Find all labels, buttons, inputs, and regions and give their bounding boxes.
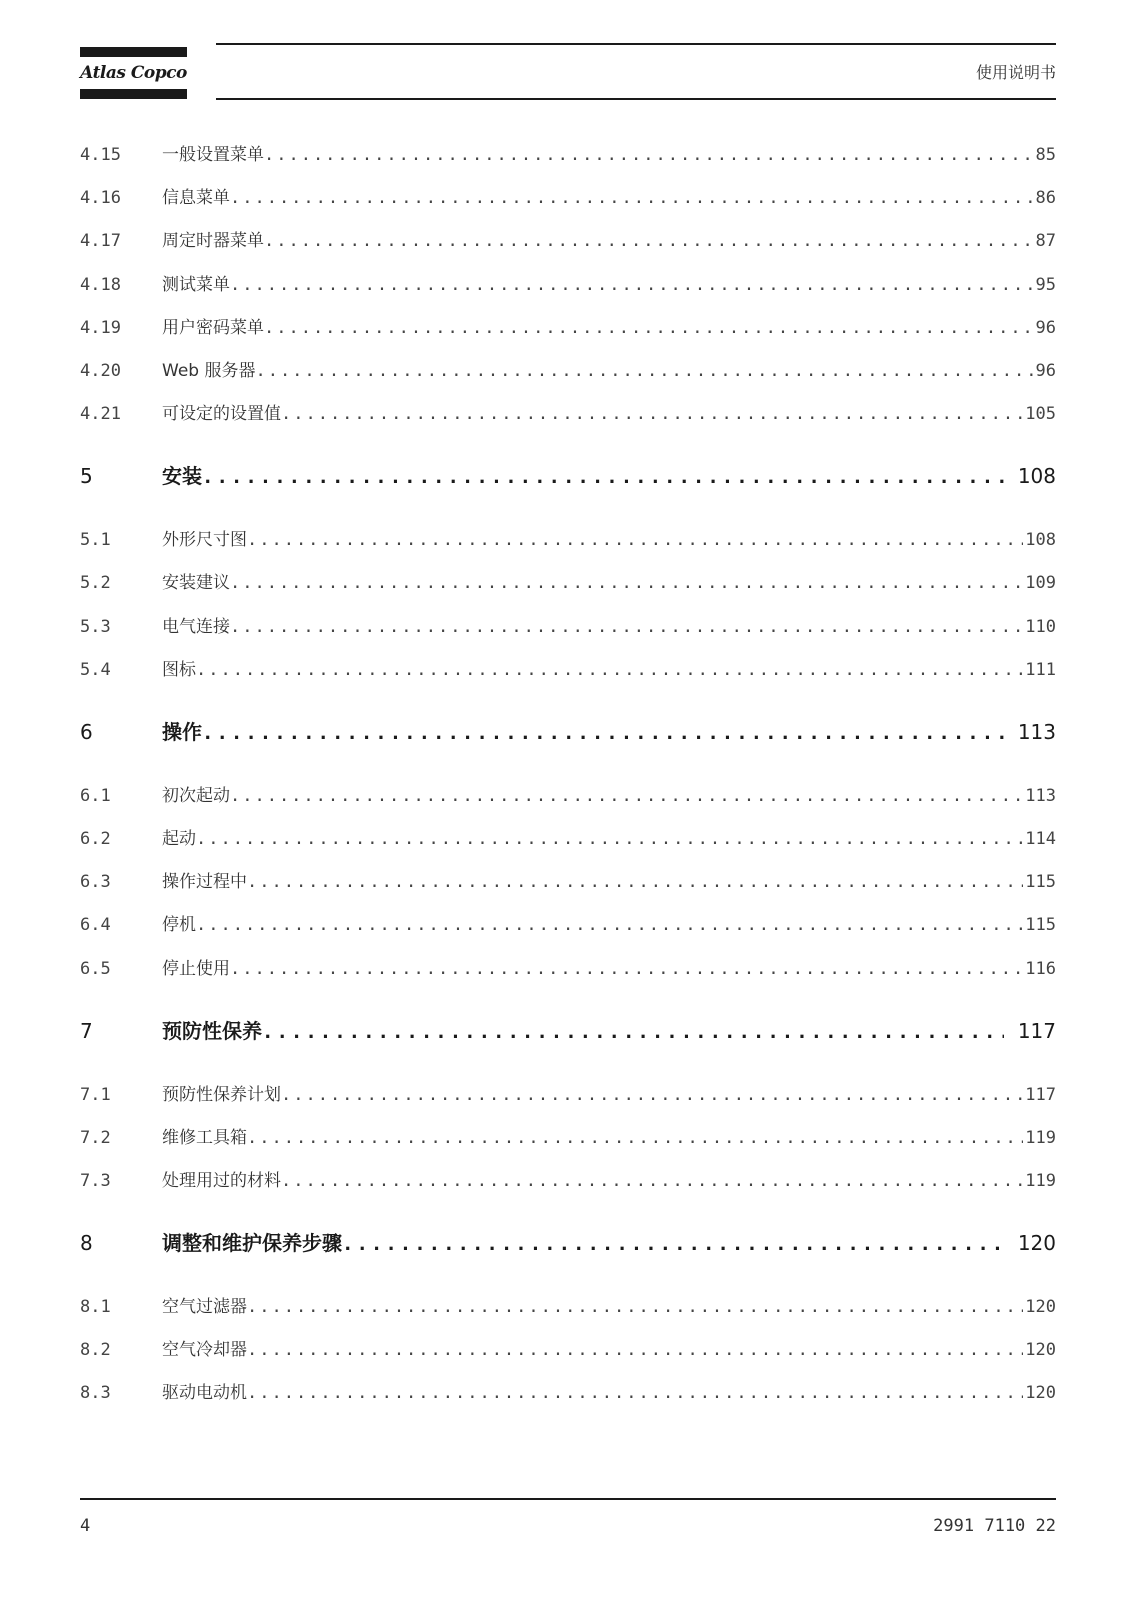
toc-entry-page: 85 bbox=[1035, 145, 1056, 165]
toc-entry-number: 4.16 bbox=[80, 188, 121, 209]
toc-entry-title: 停止使用 bbox=[162, 958, 230, 979]
toc-entry[interactable] bbox=[80, 226, 1056, 256]
toc-entry[interactable] bbox=[80, 356, 1056, 386]
toc-entry-page: 96 bbox=[1035, 361, 1056, 381]
toc-dot-leader bbox=[342, 1233, 1004, 1255]
header-rule-bottom bbox=[216, 98, 1056, 100]
toc-entry[interactable] bbox=[80, 1080, 1056, 1110]
toc-entry[interactable] bbox=[80, 1166, 1056, 1196]
toc-entry-number: 5.1 bbox=[80, 530, 111, 551]
toc-dot-leader bbox=[202, 722, 1004, 744]
toc-entry-page: 110 bbox=[1025, 616, 1056, 637]
toc-entry-page: 113 bbox=[1025, 785, 1056, 806]
toc-entry[interactable] bbox=[80, 1227, 1056, 1257]
toc-entry-page: 95 bbox=[1035, 274, 1056, 295]
logo-bar-bottom bbox=[80, 89, 187, 99]
toc-entry[interactable] bbox=[80, 1015, 1056, 1045]
toc-dot-leader bbox=[230, 275, 1034, 295]
header-rule-top bbox=[216, 43, 1056, 45]
toc-entry-number: 4.17 bbox=[80, 231, 121, 252]
toc-entry-page: 96 bbox=[1035, 317, 1056, 338]
toc-entry-number: 5 bbox=[80, 464, 93, 489]
toc-entry-page: 117 bbox=[1025, 1084, 1056, 1105]
toc-entry-title: 操作 bbox=[162, 719, 202, 744]
toc-entry[interactable] bbox=[80, 655, 1056, 685]
toc-entry-title: 电气连接 bbox=[162, 616, 230, 637]
toc-entry-number: 8.2 bbox=[80, 1340, 111, 1361]
toc-entry-title: 空气过滤器 bbox=[162, 1297, 247, 1317]
toc-dot-leader bbox=[264, 231, 1034, 251]
toc-entry-title: Web 服务器 bbox=[162, 361, 256, 381]
toc-entry[interactable] bbox=[80, 1335, 1056, 1365]
toc-entry[interactable] bbox=[80, 140, 1056, 170]
toc-entry-title: 安装建议 bbox=[162, 573, 230, 594]
toc-entry-title: 调整和维护保养步骤 bbox=[162, 1231, 342, 1255]
toc-entry[interactable] bbox=[80, 1292, 1056, 1322]
toc-entry-number: 6.1 bbox=[80, 785, 111, 806]
toc-entry[interactable] bbox=[80, 612, 1056, 642]
toc-entry[interactable] bbox=[80, 716, 1056, 746]
toc-entry-number: 7.3 bbox=[80, 1171, 111, 1191]
toc-entry-title: 操作过程中 bbox=[162, 872, 247, 893]
toc-entry[interactable] bbox=[80, 781, 1056, 811]
toc-dot-leader bbox=[247, 1383, 1023, 1403]
toc-entry-title: 预防性保养计划 bbox=[162, 1084, 281, 1105]
toc-entry[interactable] bbox=[80, 1123, 1056, 1153]
toc-entry[interactable] bbox=[80, 568, 1056, 598]
toc-entry-title: 周定时器菜单 bbox=[162, 231, 264, 252]
toc-dot-leader bbox=[247, 1128, 1023, 1148]
toc-dot-leader bbox=[255, 361, 1033, 381]
toc-entry-title: 安装 bbox=[162, 464, 202, 489]
toc-entry-page: 116 bbox=[1025, 958, 1056, 979]
toc-entry-title: 空气冷却器 bbox=[162, 1340, 247, 1361]
toc-entry-number: 7.2 bbox=[80, 1127, 111, 1148]
toc-entry-title: 停机 bbox=[162, 915, 196, 936]
toc-entry[interactable] bbox=[80, 910, 1056, 940]
toc-entry[interactable] bbox=[80, 270, 1056, 300]
toc-entry-page: 120 bbox=[1017, 1231, 1056, 1255]
toc-entry[interactable] bbox=[80, 399, 1056, 429]
toc-entry-number: 4.21 bbox=[80, 404, 121, 425]
toc-entry-page: 108 bbox=[1025, 530, 1056, 551]
toc-dot-leader bbox=[247, 530, 1023, 550]
toc-entry-page: 86 bbox=[1035, 188, 1056, 209]
toc-dot-leader bbox=[196, 660, 1023, 680]
toc-entry-number: 5.4 bbox=[80, 659, 111, 680]
toc-entry-title: 初次起动 bbox=[162, 785, 230, 806]
toc-entry-title: 用户密码菜单 bbox=[162, 317, 264, 338]
toc-dot-leader bbox=[247, 1340, 1023, 1360]
toc-dot-leader bbox=[230, 617, 1023, 637]
toc-entry[interactable] bbox=[80, 183, 1056, 213]
toc-entry[interactable] bbox=[80, 313, 1056, 343]
toc-entry-page: 119 bbox=[1025, 1171, 1056, 1191]
toc-entry-number: 4.19 bbox=[80, 317, 121, 338]
toc-entry[interactable] bbox=[80, 867, 1056, 897]
toc-entry-page: 105 bbox=[1025, 404, 1056, 425]
toc-dot-leader bbox=[262, 1021, 1004, 1043]
toc-entry[interactable] bbox=[80, 824, 1056, 854]
toc-entry-page: 115 bbox=[1025, 872, 1056, 893]
toc-dot-leader bbox=[196, 915, 1023, 935]
toc-entry-page: 114 bbox=[1025, 829, 1056, 849]
toc-dot-leader bbox=[230, 786, 1023, 806]
toc-entry-page: 111 bbox=[1025, 659, 1056, 680]
toc-entry-title: 外形尺寸图 bbox=[162, 530, 247, 551]
toc-dot-leader bbox=[281, 404, 1023, 424]
toc-entry-number: 7.1 bbox=[80, 1084, 111, 1105]
toc-entry-number: 6.4 bbox=[80, 915, 111, 936]
toc-entry-title: 一般设置菜单 bbox=[162, 145, 264, 165]
toc-entry-title: 图标 bbox=[162, 659, 196, 680]
toc-dot-leader bbox=[281, 1171, 1023, 1191]
toc-entry-page: 113 bbox=[1017, 719, 1056, 744]
toc-entry-number: 4.18 bbox=[80, 274, 121, 295]
toc-entry-number: 8 bbox=[80, 1231, 93, 1255]
toc-entry-title: 测试菜单 bbox=[162, 274, 230, 295]
footer-rule bbox=[80, 1498, 1056, 1500]
toc-dot-leader bbox=[264, 318, 1034, 338]
toc-entry-page: 119 bbox=[1025, 1127, 1056, 1148]
toc-entry-page: 109 bbox=[1025, 573, 1056, 594]
toc-entry-title: 维修工具箱 bbox=[162, 1127, 247, 1148]
toc-entry-number: 5.3 bbox=[80, 616, 111, 637]
toc-entry-number: 6 bbox=[80, 719, 93, 744]
footer-doc-number: 2991 7110 22 bbox=[933, 1516, 1056, 1536]
logo-bar-top bbox=[80, 47, 187, 57]
toc-dot-leader bbox=[202, 466, 1004, 488]
toc-dot-leader bbox=[230, 959, 1023, 979]
toc-entry-number: 6.3 bbox=[80, 872, 111, 893]
toc-dot-leader bbox=[247, 1297, 1023, 1317]
toc-dot-leader bbox=[196, 829, 1023, 849]
toc-entry-page: 120 bbox=[1025, 1297, 1056, 1317]
toc-dot-leader bbox=[281, 1085, 1023, 1105]
toc-entry-page: 120 bbox=[1025, 1383, 1056, 1404]
toc-dot-leader bbox=[230, 573, 1023, 593]
toc-entry-page: 87 bbox=[1035, 231, 1056, 252]
toc-entry[interactable] bbox=[80, 460, 1056, 490]
toc-entry-title: 起动 bbox=[162, 829, 196, 849]
toc-dot-leader bbox=[247, 872, 1023, 892]
toc-entry-title: 预防性保养 bbox=[162, 1018, 262, 1043]
toc-entry-title: 可设定的设置值 bbox=[162, 404, 281, 425]
toc-entry-title: 驱动电动机 bbox=[162, 1383, 247, 1404]
toc-entry[interactable] bbox=[80, 1378, 1056, 1408]
toc-entry-number: 8.3 bbox=[80, 1383, 111, 1404]
toc-entry[interactable] bbox=[80, 954, 1056, 984]
toc-entry-number: 8.1 bbox=[80, 1297, 111, 1317]
toc-entry-number: 5.2 bbox=[80, 573, 111, 594]
toc-dot-leader bbox=[230, 188, 1034, 208]
toc-dot-leader bbox=[264, 145, 1034, 165]
header-title: 使用说明书 bbox=[975, 63, 1056, 82]
toc-entry-number: 6.5 bbox=[80, 958, 111, 979]
toc-entry-title: 信息菜单 bbox=[162, 188, 230, 209]
toc-entry-page: 108 bbox=[1017, 464, 1056, 489]
toc-entry-number: 4.20 bbox=[80, 361, 121, 381]
toc-entry-number: 6.2 bbox=[80, 829, 111, 849]
toc-entry[interactable] bbox=[80, 525, 1056, 555]
atlas-copco-logo bbox=[80, 47, 187, 99]
toc-entry-page: 117 bbox=[1017, 1018, 1056, 1043]
logo-wordmark: Atlas Copco bbox=[80, 63, 187, 83]
footer-page-number: 4 bbox=[80, 1516, 91, 1536]
toc-entry-title: 处理用过的材料 bbox=[162, 1171, 281, 1191]
toc-entry-number: 7 bbox=[80, 1018, 93, 1043]
toc-entry-number: 4.15 bbox=[80, 145, 121, 165]
toc-entry-page: 120 bbox=[1025, 1340, 1056, 1361]
toc-entry-page: 115 bbox=[1025, 915, 1056, 936]
